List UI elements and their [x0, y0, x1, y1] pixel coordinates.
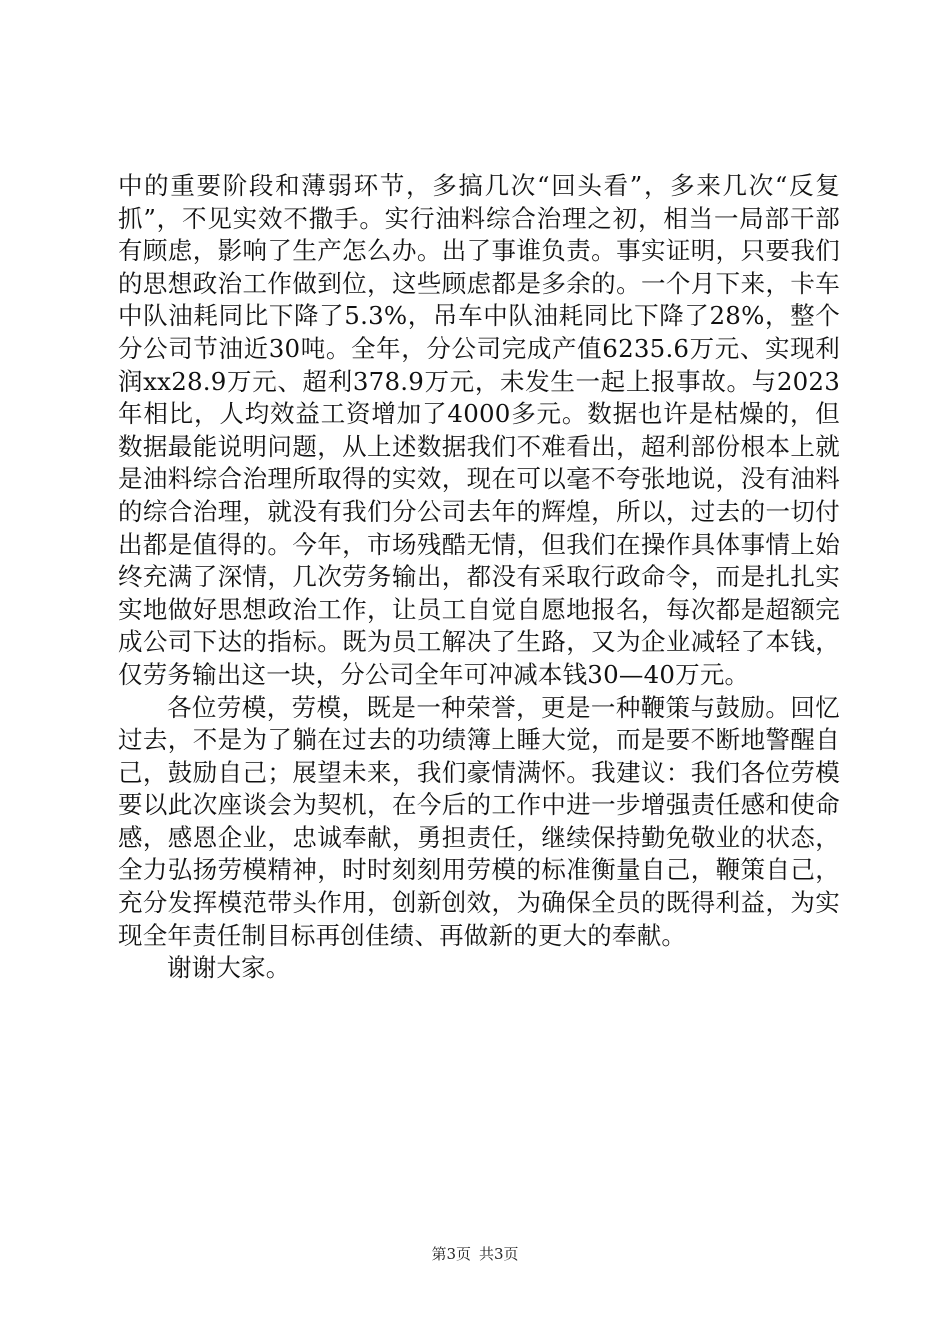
document-body [118, 170, 840, 985]
page-number: 第3页 [431, 1245, 471, 1263]
page-footer [0, 1243, 950, 1265]
paragraph-continuation: 中的重要阶段和薄弱环节，多搞几次“回头看”，多来几次“反复抓”，不见实效不撒手。实行油料综合治理之初，相当一局部干部有顾虑，影响了生产怎么办。出了事谁负责。事实证明，只要我们的思想政治工作做到位，这些顾虑都是多余的。一个月下来，卡车中队油耗同比下降了5.3%，吊车中队油耗同比下降了28%，整个分公司节油近30吨。全年，分公司完成产值6235.6万元、实现利润xx28.9万元、超利378.9万元，未发生一起上报事故。与2023年相比，人均效益工资增加了4000多元。数据也许是枯燥的，但数据最能说明问题，从上述数据我们不难看出，超利部份根本上就是油料综合治理所取得的实效，现在可以毫不夸张地说，没有油料的综合治理，就没有我们分公司去年的辉煌，所以，过去的一切付出都是值得的。今年，市场残酷无情，但我们在操作具体事情上始终充满了深情，几次劳务输出，都没有采取行政命令，而是扎扎实实地做好思想政治工作，让员工自觉自愿地报名，每次都是超额完成公司下达的指标。既为员工解决了生路，又为企业减轻了本钱，仅劳务输出这一块，分公司全年可冲减本钱30—40万元。 [118, 171, 840, 689]
page-total: 共3页 [479, 1245, 519, 1263]
paragraph-proposal: 各位劳模，劳模，既是一种荣誉，更是一种鞭策与鼓励。回忆过去，不是为了躺在过去的功绩簿上睡大觉，而是要不断地警醒自己，鼓励自己；展望未来，我们豪情满怀。我建议：我们各位劳模要以此次座谈会为契机，在今后的工作中进一步增强责任感和使命感，感恩企业，忠诚奉献，勇担责任，继续保持勤免敬业的状态，全力弘扬劳模精神，时时刻刻用劳模的标准衡量自己，鞭策自己，充分发挥模范带头作用，创新创效，为确保全员的既得利益，为实现全年责任制目标再创佳绩、再做新的更大的奉献。 [118, 692, 840, 950]
paragraph-closing: 谢谢大家。 [167, 953, 291, 983]
